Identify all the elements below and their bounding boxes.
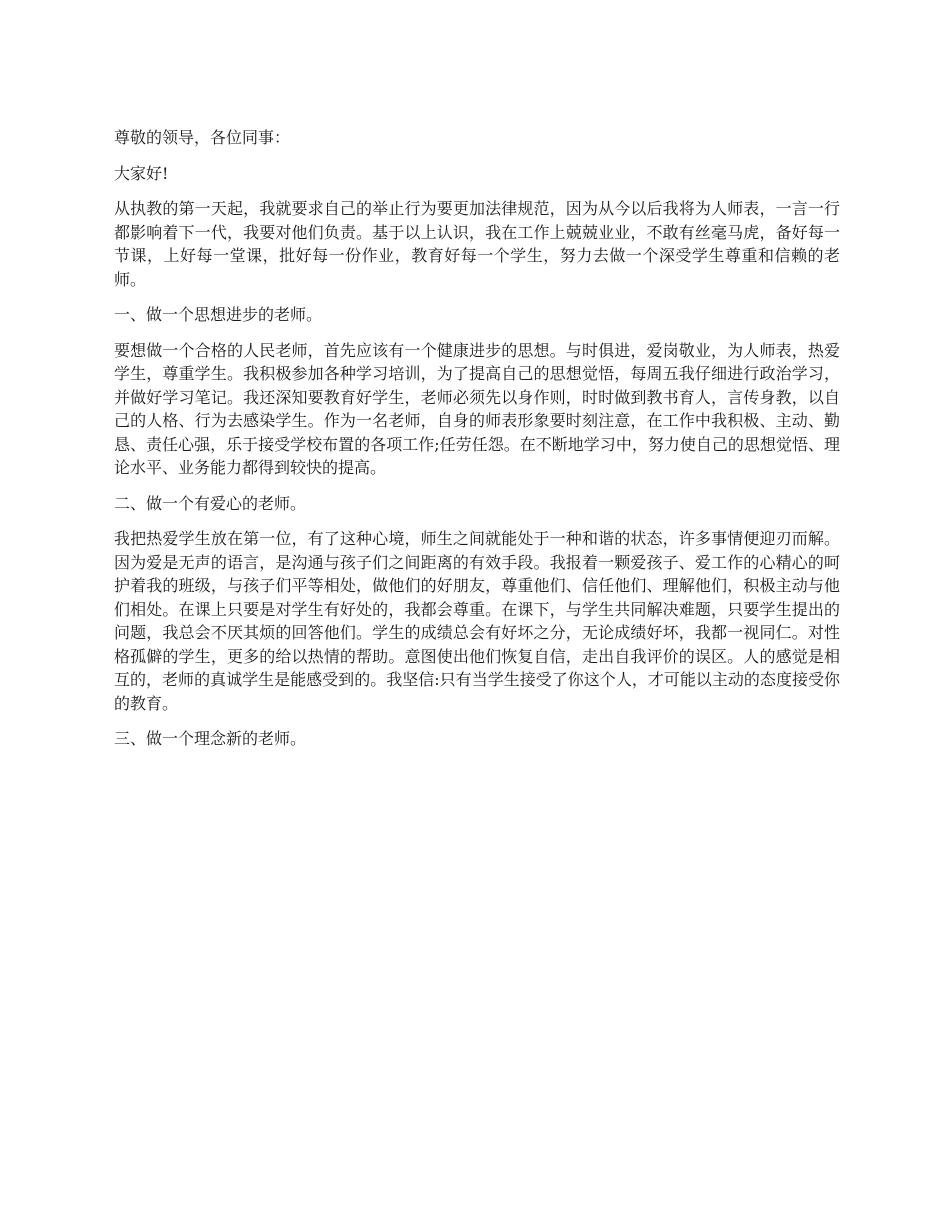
greeting: 大家好! xyxy=(114,163,169,183)
salutation: 尊敬的领导，各位同事： xyxy=(114,128,291,147)
section-2-paragraph: 我把热爱学生放在第一位，有了这种心境，师生之间就能处于一种和谐的状态，许多事情便迎刃而解。因为爱是无声的语言，是沟通与孩子们之间距离的有效手段。我报着一颗爱孩子、爱工作的心精心的呵护着我的班级，与孩子们平等相处，做他们的好朋友，尊重他们、信任他们、理解他们，积极主动与他们相处。在课上只要是对学生有好处的，我都会尊重。在课下，与学生共同解决难题，只要学生提出的问题，我总会不厌其烦的回答他们。学生的成绩总会有好坏之分，无论成绩好坏，我都一视同仁。对性格孤僻的学生，更多的给以热情的帮助。意图使出他们恢复自信，走出自我评价的误区。人的感觉是相互的，老师的真诚学生是能感受到的。我坚信:只有当学生接受了你这个人，才可能以主动的态度接受你的教育。 xyxy=(114,529,840,713)
section-3-heading: 三、做一个理念新的老师。 xyxy=(114,729,307,748)
section-1-heading: 一、做一个思想进步的老师。 xyxy=(114,305,323,324)
section-2-heading: 二、做一个有爱心的老师。 xyxy=(114,493,307,513)
document-page xyxy=(114,126,840,763)
intro-paragraph: 从执教的第一天起，我就要求自己的举止行为要更加法律规范，因为从今以后我将为人师表，一言一行都影响着下一代，我要对他们负责。基于以上认识，我在工作上兢兢业业，不敢有丝毫马虎，备好每一节课，上好每一堂课，批好每一份作业，教育好每一个学生，努力去做一个深受学生尊重和信赖的老师。 xyxy=(114,199,840,289)
section-1-paragraph: 要想做一个合格的人民老师，首先应该有一个健康进步的思想。与时俱进，爱岗敬业，为人师表，热爱学生，尊重学生。我积极参加各种学习培训，为了提高自己的思想觉悟，每周五我仔细进行政治学习，并做好学习笔记。我还深知要教育好学生，老师必须先以身作则，时时做到教书育人，言传身教，以自己的人格、行为去感染学生。作为一名老师，自身的师表形象要时刻注意，在工作中我积极、主动、勤恳、责任心强，乐于接受学校布置的各项工作;任劳任怨。在不断地学习中，努力使自己的思想觉悟、理论水平、业务能力都得到较快的提高。 xyxy=(114,340,840,477)
